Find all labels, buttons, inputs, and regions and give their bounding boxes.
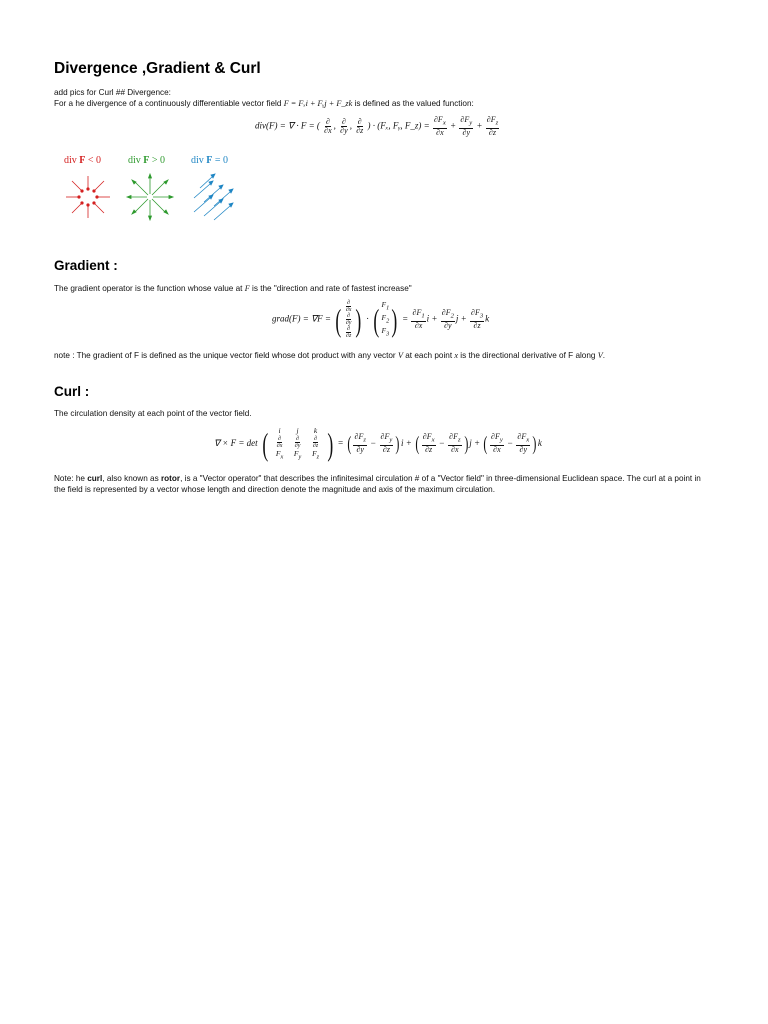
intro-line-1: add pics for Curl ## Divergence: [54,88,171,97]
note-pre: note : The gradient of F is defined as the unique vector field whose dot product with any vector [54,351,398,360]
intro-text-pre: For a he divergence of a continuously differentiable vector field [54,99,284,108]
dfx-dx-frac: $\frac{\partial F_x}{\partial x}$ [433,115,446,137]
div-positive-label [128,155,165,166]
intro-text-post: is defined as the valued function: [352,99,474,108]
df1-frac: $\frac{\partial F_1}{\partial x}$ [412,308,425,330]
partial-x-frac: $\frac{\partial}{\partial x}$ [324,116,332,135]
gradient-text [54,283,412,294]
divergence-mid: ) · (Fₓ, Fᵧ, F_z) = [367,120,430,131]
curl-note-post: , is a "Vector operator" that describes the infinitesimal circulation # of a "Vector field" in three-dimensional Euclidean space. The curl at a point in the field is represented by a vector whose length and direction denote the magnitude and axis of the maximum circulation. [54,474,701,494]
curl-note [54,473,714,495]
curl-note-pre: Note: he [54,474,88,483]
note-post: is the directional derivative of F along [458,351,598,360]
gradient-formula: grad(F) = ∇F = ( $\frac{\partial}{\partial x}$ $\frac{\partial}{\partial y}$ $\frac{\partial}{\partial z}$ ) · ( $F_1$ $F_2$ $F_3$ ) = $\frac{\partial F_1}{\partial x}$ i + $\frac{\partial F_2}{\partial y}$ j + $\frac{\partial F_3}{\partial z}$ k [272,300,490,339]
page-title: Divergence ,Gradient & Curl [54,60,261,77]
source-field-icon [127,174,173,220]
curl-determinant-matrix: i j k $\frac{\partial}{\partial x}$ $\frac{\partial}{\partial y}$ $\frac{\partial}{\partial z}$ $F_x$ $F_y$ $F_z$ [275,426,320,460]
curl-lhs: ∇ × F = det [214,437,258,448]
divergence-lhs: div(F) = ∇ · F = ( [255,120,320,131]
div-negative-label [64,155,101,166]
intro-line-2 [54,98,474,109]
gradient-note [54,350,605,361]
gradient-text-post: is the "direction and rate of fastest increase" [249,284,412,293]
intro-math: F = Fₓi + Fᵧj + F_zk [283,99,353,108]
divergence-field-diagrams [60,172,240,222]
partial-z-frac: $\frac{\partial}{\partial z}$ [356,116,364,135]
gradient-heading: Gradient : [54,258,118,273]
uniform-field-icon [194,174,233,220]
div-zero-text: div F = 0 [191,155,229,166]
dfz-dz-frac: $\frac{\partial F_z}{\partial z}$ [486,115,499,137]
nabla-column: $\frac{\partial}{\partial x}$ $\frac{\partial}{\partial y}$ $\frac{\partial}{\partial z}$ [345,300,352,339]
gradient-lhs: grad(F) = ∇F = [272,313,331,324]
df3-frac: $\frac{\partial F_3}{\partial z}$ [470,308,484,330]
plus-1: + [450,120,457,131]
gradient-text-math: F [244,284,250,293]
df2-frac: $\frac{\partial F_2}{\partial y}$ [441,308,454,330]
partial-y-frac: $\frac{\partial}{\partial y}$ [340,116,348,135]
note-v: V [397,351,403,360]
plus-2: + [476,120,483,131]
curl-note-bold-curl: curl [87,474,103,483]
gradient-text-pre: The gradient operator is the function whose value at [54,284,245,293]
note-x: x [454,351,459,360]
curl-formula: ∇ × F = det ( i j k $\frac{\partial}{\partial x}$ $\frac{\partial}{\partial y}$ $\frac{\partial}{\partial z}$ $F_x$ $F_y$ $F_z$ ) = ( $\frac{\partial F_z}{\partial y}$ − $\frac{\partial F_y}{\partial z}$ )i + ( $\frac{\partial F_x}{\partial z}$ − $\frac{\partial F_z}{\partial x}$ )j + ( $\frac{\partial F_y}{\partial x}$ − $\frac{\partial F_x}{\partial y}$ )k [214,425,542,462]
div-zero-label [191,155,228,166]
sink-field-icon [66,176,110,218]
f-column: $F_1$ $F_2$ $F_3$ [381,300,390,338]
dfy-dy-frac: $\frac{\partial F_y}{\partial y}$ [460,115,473,137]
div-positive-text: div F > 0 [128,155,166,166]
curl-text: The circulation density at each point of the vector field. [54,409,252,418]
curl-note-mid: , also known as [102,474,161,483]
curl-heading: Curl : [54,384,90,399]
note-v2: V [597,351,603,360]
note-end: . [602,351,606,360]
note-mid: at each point [402,351,455,360]
div-negative-text: div F < 0 [64,155,102,166]
divergence-formula: div(F) = ∇ · F = ( $\frac{\partial}{\partial x}$ , $\frac{\partial}{\partial y}$ , $\frac{\partial}{\partial z}$ ) · (Fₓ, Fᵧ, F_z) = $\frac{\partial F_x}{\partial x}$ + $\frac{\partial F_y}{\partial y}$ + $\frac{\partial F_z}{\partial z}$ [255,115,499,137]
curl-note-bold-rotor: rotor [160,474,181,483]
